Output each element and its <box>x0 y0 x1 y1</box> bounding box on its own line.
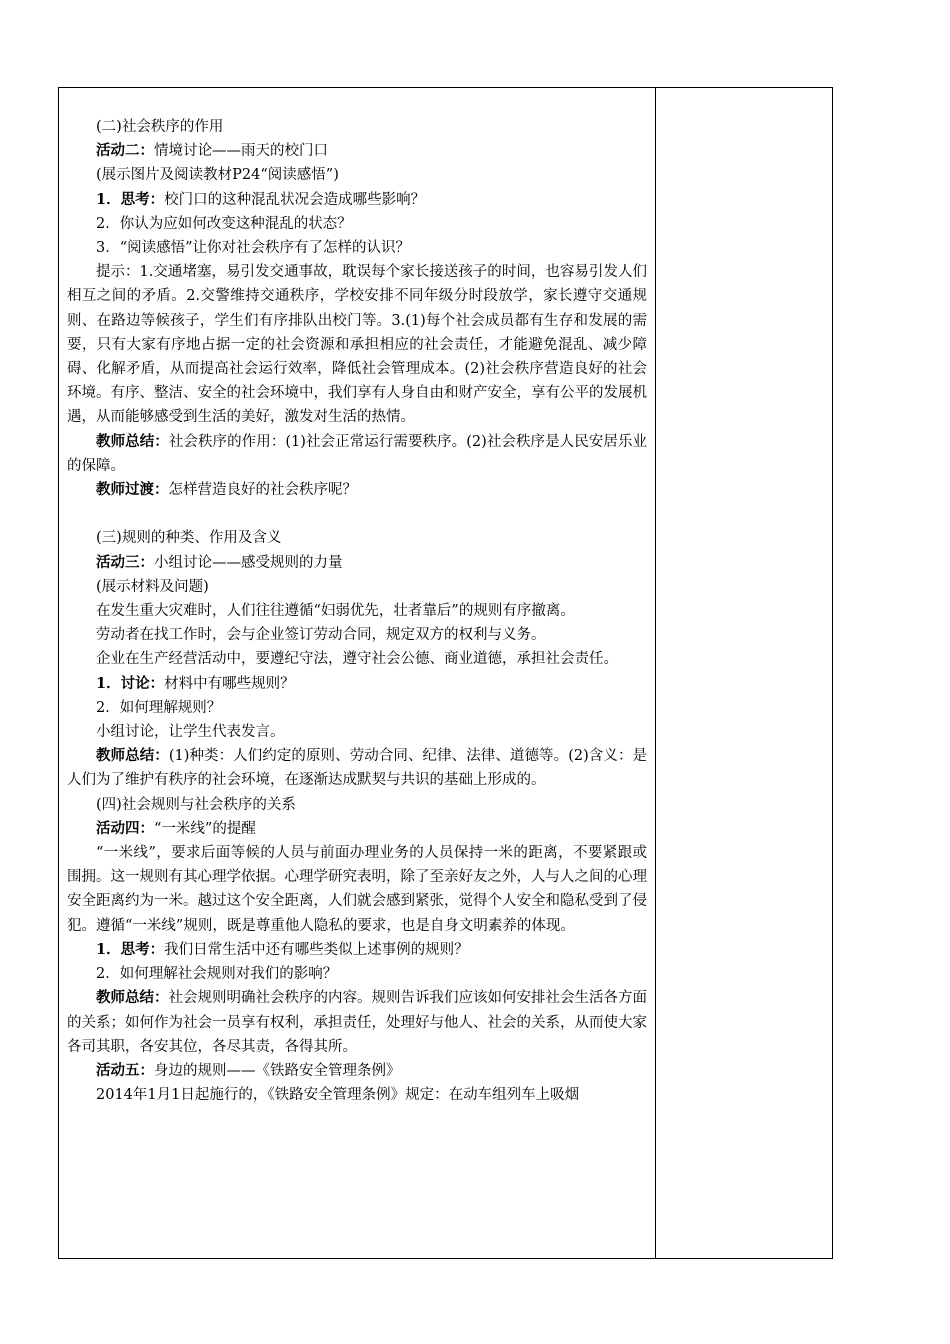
paragraph <box>67 793 647 817</box>
paragraph-text: 材料中有哪些规则？ <box>164 675 295 692</box>
paragraph <box>67 551 647 575</box>
paragraph-text: 劳动者在找工作时，会与企业签订劳动合同，规定双方的权利与义务。 <box>96 627 546 644</box>
paragraph-label: 活动五： <box>96 1061 154 1079</box>
paragraph <box>67 163 647 187</box>
paragraph-label: 教师过渡： <box>96 481 169 499</box>
paragraph-text: “一米线”的提醒 <box>154 820 256 837</box>
paragraph-text: 校门口的这种混乱状况会造成哪些影响？ <box>164 191 426 208</box>
paragraph <box>67 962 647 986</box>
paragraph <box>67 212 647 236</box>
paragraph <box>67 623 647 647</box>
paragraph-text: (二)社会秩序的作用 <box>96 119 224 135</box>
notes-cell <box>656 88 832 1258</box>
paragraph-text: 情境讨论——雨天的校门口 <box>154 143 328 160</box>
paragraph <box>67 1059 647 1083</box>
paragraph-text: 2．如何理解社会规则对我们的影响？ <box>96 966 338 983</box>
paragraph <box>67 744 647 792</box>
paragraph <box>67 526 647 550</box>
paragraph <box>67 672 647 696</box>
paragraph-text: (三)规则的种类、作用及含义 <box>96 530 282 547</box>
lesson-content <box>67 115 647 1107</box>
paragraph-text: 社会秩序的作用：(1)社会正常运行需要秩序。(2)社会秩序是人民安居乐业的保障。 <box>67 433 648 474</box>
paragraph-text: 2014年1月1日起施行的，《铁路安全管理条例》规定：在动车组列车上吸烟 <box>96 1087 580 1104</box>
paragraph-label: 活动四： <box>96 819 154 837</box>
paragraph-text: 怎样营造良好的社会秩序呢？ <box>168 482 357 499</box>
paragraph <box>67 260 647 429</box>
paragraph-label: 1．思考： <box>96 940 165 958</box>
paragraph <box>67 720 647 744</box>
paragraph-text: 企业在生产经营活动中，要遵纪守法，遵守社会公德、商业道德，承担社会责任。 <box>96 651 618 668</box>
lesson-table <box>58 87 833 1259</box>
paragraph-label: 教师总结： <box>96 989 169 1007</box>
paragraph <box>67 139 647 163</box>
paragraph-text: 3．“阅读感悟”让你对社会秩序有了怎样的认识？ <box>96 240 411 257</box>
paragraph-text: (展示图片及阅读教材P24“阅读感悟”) <box>96 167 339 184</box>
paragraph <box>67 236 647 260</box>
paragraph-label: 活动三： <box>96 553 154 571</box>
paragraph-text: (四)社会规则与社会秩序的关系 <box>96 796 296 813</box>
paragraph-text: “一米线”，要求后面等候的人员与前面办理业务的人员保持一米的距离，不要紧跟或围拥。这一规则有其心理学依据。心理学研究表明，除了至亲好友之外，人与人之间的心理安全距离约为一米。越过这个安全距离，人们就会感到紧张，觉得个人安全和隐私受到了侵犯。遵循“一米线”规则，既是尊重他人隐私的要求，也是自身文明素养的体现。 <box>67 845 647 934</box>
paragraph-text: (展示材料及问题) <box>96 578 209 595</box>
paragraph <box>67 1083 647 1107</box>
paragraph <box>67 841 647 938</box>
paragraph-text: 小组讨论——感受规则的力量 <box>154 554 343 571</box>
paragraph-text: (1)种类：人们约定的原则、劳动合同、纪律、法律、道德等。(2)含义：是人们为了维护有秩序的社会环境，在逐渐达成默契与共识的基础上形成的。 <box>67 748 648 789</box>
paragraph-text: 身边的规则——《铁路安全管理条例》 <box>154 1062 401 1079</box>
paragraph-text: 提示：1.交通堵塞，易引发交通事故，耽误每个家长接送孩子的时间，也容易引发人们相互之间的矛盾。2.交警维持交通秩序，学校安排不同年级分时段放学，家长遵守交通规则、在路边等候孩子，学生们有序排队出校门等。3.(1)每个社会成员都有生存和发展的需要，只有大家有序地占据一定的社会资源和承担相应的社会责任，才能避免混乱、减少障碍、化解矛盾，从而提高社会运行效率，降低社会管理成本。(2)社会秩序营造良好的社会环境。有序、整洁、安全的社会环境中，我们享有人身自由和财产安全，享有公平的发展机遇，从而能够感受到生活的美好，激发对生活的热情。 <box>67 264 647 426</box>
paragraph <box>67 478 647 502</box>
paragraph <box>67 938 647 962</box>
paragraph-text: 2．如何理解规则？ <box>96 699 222 716</box>
paragraph-text: 2．你认为应如何改变这种混乱的状态？ <box>96 215 352 232</box>
paragraph <box>67 599 647 623</box>
paragraph <box>67 502 647 526</box>
content-cell <box>59 88 656 1258</box>
paragraph-label: 1．思考： <box>96 190 165 208</box>
paragraph-text: 我们日常生活中还有哪些类似上述事例的规则？ <box>164 941 469 958</box>
paragraph <box>67 188 647 212</box>
paragraph <box>67 575 647 599</box>
paragraph <box>67 696 647 720</box>
paragraph <box>67 647 647 671</box>
paragraph-label: 1．讨论： <box>96 674 165 692</box>
paragraph <box>67 817 647 841</box>
paragraph-label: 教师总结： <box>96 432 169 450</box>
paragraph-text: 小组讨论，让学生代表发言。 <box>96 724 285 741</box>
paragraph-label: 活动二： <box>96 142 154 160</box>
paragraph-text: 在发生重大灾难时，人们往往遵循“妇弱优先，壮者靠后”的规则有序撤离。 <box>96 603 575 620</box>
paragraph <box>67 115 647 139</box>
paragraph <box>67 430 647 478</box>
paragraph <box>67 986 647 1059</box>
paragraph-text: 社会规则明确社会秩序的内容。规则告诉我们应该如何安排社会生活各方面的关系；如何作为社会一员享有权利，承担责任，处理好与他人、社会的关系，从而使大家各司其职，各安其位，各尽其责，各得其所。 <box>67 990 647 1055</box>
paragraph-label: 教师总结： <box>96 747 169 765</box>
